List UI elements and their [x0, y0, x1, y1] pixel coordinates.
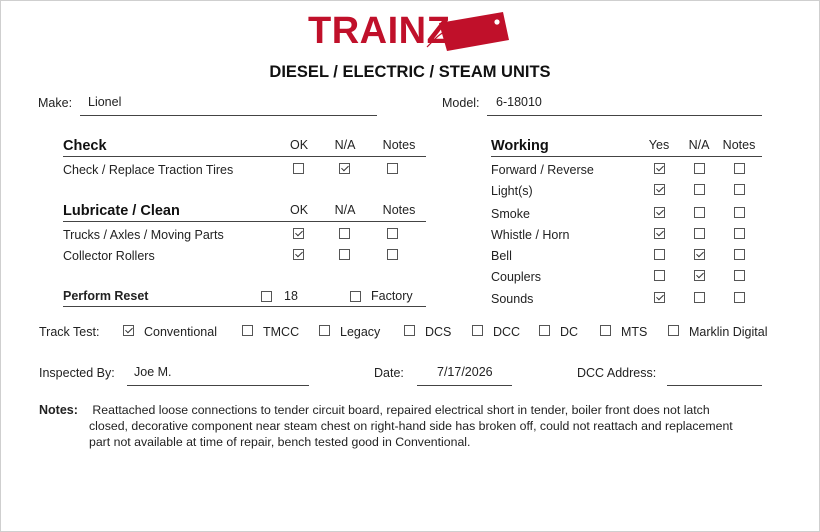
track-test-checkbox[interactable] — [319, 325, 330, 336]
rollers-ok-checkbox[interactable] — [293, 249, 304, 260]
track-test-option-label: MTS — [621, 325, 648, 339]
track-test-checkbox[interactable] — [668, 325, 679, 336]
reset-factory-label: Factory — [371, 289, 413, 303]
make-underline — [80, 115, 377, 116]
check-col-ok: OK — [289, 138, 309, 152]
working-row-label: Sounds — [491, 292, 534, 306]
lubricate-heading: Lubricate / Clean — [63, 203, 180, 219]
check-col-notes: Notes — [382, 138, 416, 152]
model-field[interactable]: 6-18010 — [496, 95, 542, 109]
track-test-checkbox[interactable] — [539, 325, 550, 336]
working-yes-checkbox[interactable] — [654, 270, 665, 281]
working-col-na: N/A — [688, 138, 710, 152]
working-yes-checkbox[interactable] — [654, 184, 665, 195]
track-test-checkbox[interactable] — [404, 325, 415, 336]
notes-line: Reattached loose connections to tender circuit board, repaired electrical short in tender, boiler front does not latch — [89, 403, 710, 417]
working-row-label: Light(s) — [491, 184, 533, 198]
trucks-na-checkbox[interactable] — [339, 228, 350, 239]
working-notes-checkbox[interactable] — [734, 228, 745, 239]
working-notes-checkbox[interactable] — [734, 270, 745, 281]
trucks-notes-checkbox[interactable] — [387, 228, 398, 239]
check-tires-notes-checkbox[interactable] — [387, 163, 398, 174]
reset-18-checkbox[interactable] — [261, 291, 272, 302]
working-na-checkbox[interactable] — [694, 184, 705, 195]
working-yes-checkbox[interactable] — [654, 207, 665, 218]
working-notes-checkbox[interactable] — [734, 249, 745, 260]
working-yes-checkbox[interactable] — [654, 228, 665, 239]
brand-wordmark: TRAINZ — [308, 10, 451, 52]
make-field[interactable]: Lionel — [88, 95, 122, 109]
track-test-option-label: DCS — [425, 325, 452, 339]
working-notes-checkbox[interactable] — [734, 207, 745, 218]
working-na-checkbox[interactable] — [694, 228, 705, 239]
lubricate-col-na: N/A — [334, 203, 356, 217]
check-heading: Check — [63, 138, 107, 154]
working-row-label: Couplers — [491, 270, 542, 284]
reset-18-label: 18 — [284, 289, 298, 303]
inspected-by-label: Inspected By: — [39, 366, 115, 380]
working-notes-checkbox[interactable] — [734, 292, 745, 303]
notes-line: closed, decorative component near steam chest on right-hand side has broken off, could not reattach and replacement — [89, 419, 733, 433]
lubricate-divider — [63, 221, 426, 222]
dcc-address-label: DCC Address: — [577, 366, 657, 380]
perform-reset-label: Perform Reset — [63, 289, 149, 303]
working-col-yes: Yes — [648, 138, 670, 152]
date-field[interactable]: 7/17/2026 — [437, 365, 493, 379]
working-na-checkbox[interactable] — [694, 249, 705, 260]
working-yes-checkbox[interactable] — [654, 249, 665, 260]
date-underline — [417, 385, 512, 386]
lubricate-row-label: Collector Rollers — [63, 249, 155, 263]
check-tires-na-checkbox[interactable] — [339, 163, 350, 174]
track-test-label: Track Test: — [39, 325, 100, 339]
track-test-option-label: DC — [560, 325, 579, 339]
track-test-checkbox[interactable] — [242, 325, 253, 336]
notes-label: Notes: — [39, 403, 78, 417]
working-notes-checkbox[interactable] — [734, 163, 745, 174]
working-col-notes: Notes — [722, 138, 756, 152]
working-na-checkbox[interactable] — [694, 163, 705, 174]
check-row-label: Check / Replace Traction Tires — [63, 163, 234, 177]
model-underline — [487, 115, 762, 116]
inspected-by-field[interactable]: Joe M. — [134, 365, 172, 379]
date-label: Date: — [374, 366, 404, 380]
model-label: Model: — [442, 96, 480, 110]
working-na-checkbox[interactable] — [694, 270, 705, 281]
trucks-ok-checkbox[interactable] — [293, 228, 304, 239]
inspected-by-underline — [127, 385, 309, 386]
working-divider — [491, 156, 762, 157]
track-test-checkbox[interactable] — [123, 325, 134, 336]
working-notes-checkbox[interactable] — [734, 184, 745, 195]
notes-line: part not available at time of repair, bench tested good in Conventional. — [89, 435, 471, 449]
check-col-na: N/A — [334, 138, 356, 152]
working-yes-checkbox[interactable] — [654, 163, 665, 174]
check-tires-ok-checkbox[interactable] — [293, 163, 304, 174]
trainz-logo — [307, 9, 519, 53]
track-test-checkbox[interactable] — [472, 325, 483, 336]
working-row-label: Smoke — [491, 207, 530, 221]
track-test-option-label: DCC — [493, 325, 521, 339]
working-row-label: Whistle / Horn — [491, 228, 570, 242]
working-row-label: Bell — [491, 249, 512, 263]
reset-divider — [63, 306, 426, 307]
rollers-na-checkbox[interactable] — [339, 249, 350, 260]
working-yes-checkbox[interactable] — [654, 292, 665, 303]
lubricate-row-label: Trucks / Axles / Moving Parts — [63, 228, 224, 242]
check-divider — [63, 156, 426, 157]
track-test-checkbox[interactable] — [600, 325, 611, 336]
dcc-address-underline — [667, 385, 762, 386]
reset-factory-checkbox[interactable] — [350, 291, 361, 302]
form-title: DIESEL / ELECTRIC / STEAM UNITS — [269, 63, 551, 81]
working-na-checkbox[interactable] — [694, 207, 705, 218]
working-row-label: Forward / Reverse — [491, 163, 594, 177]
make-label: Make: — [38, 96, 73, 110]
lubricate-col-notes: Notes — [382, 203, 416, 217]
track-test-option-label: Conventional — [144, 325, 217, 339]
working-na-checkbox[interactable] — [694, 292, 705, 303]
track-test-option-label: Legacy — [340, 325, 381, 339]
track-test-option-label: Marklin Digital — [689, 325, 768, 339]
working-heading: Working — [491, 138, 549, 154]
rollers-notes-checkbox[interactable] — [387, 249, 398, 260]
notes-text[interactable] — [89, 402, 789, 450]
track-test-option-label: TMCC — [263, 325, 300, 339]
lubricate-col-ok: OK — [289, 203, 309, 217]
